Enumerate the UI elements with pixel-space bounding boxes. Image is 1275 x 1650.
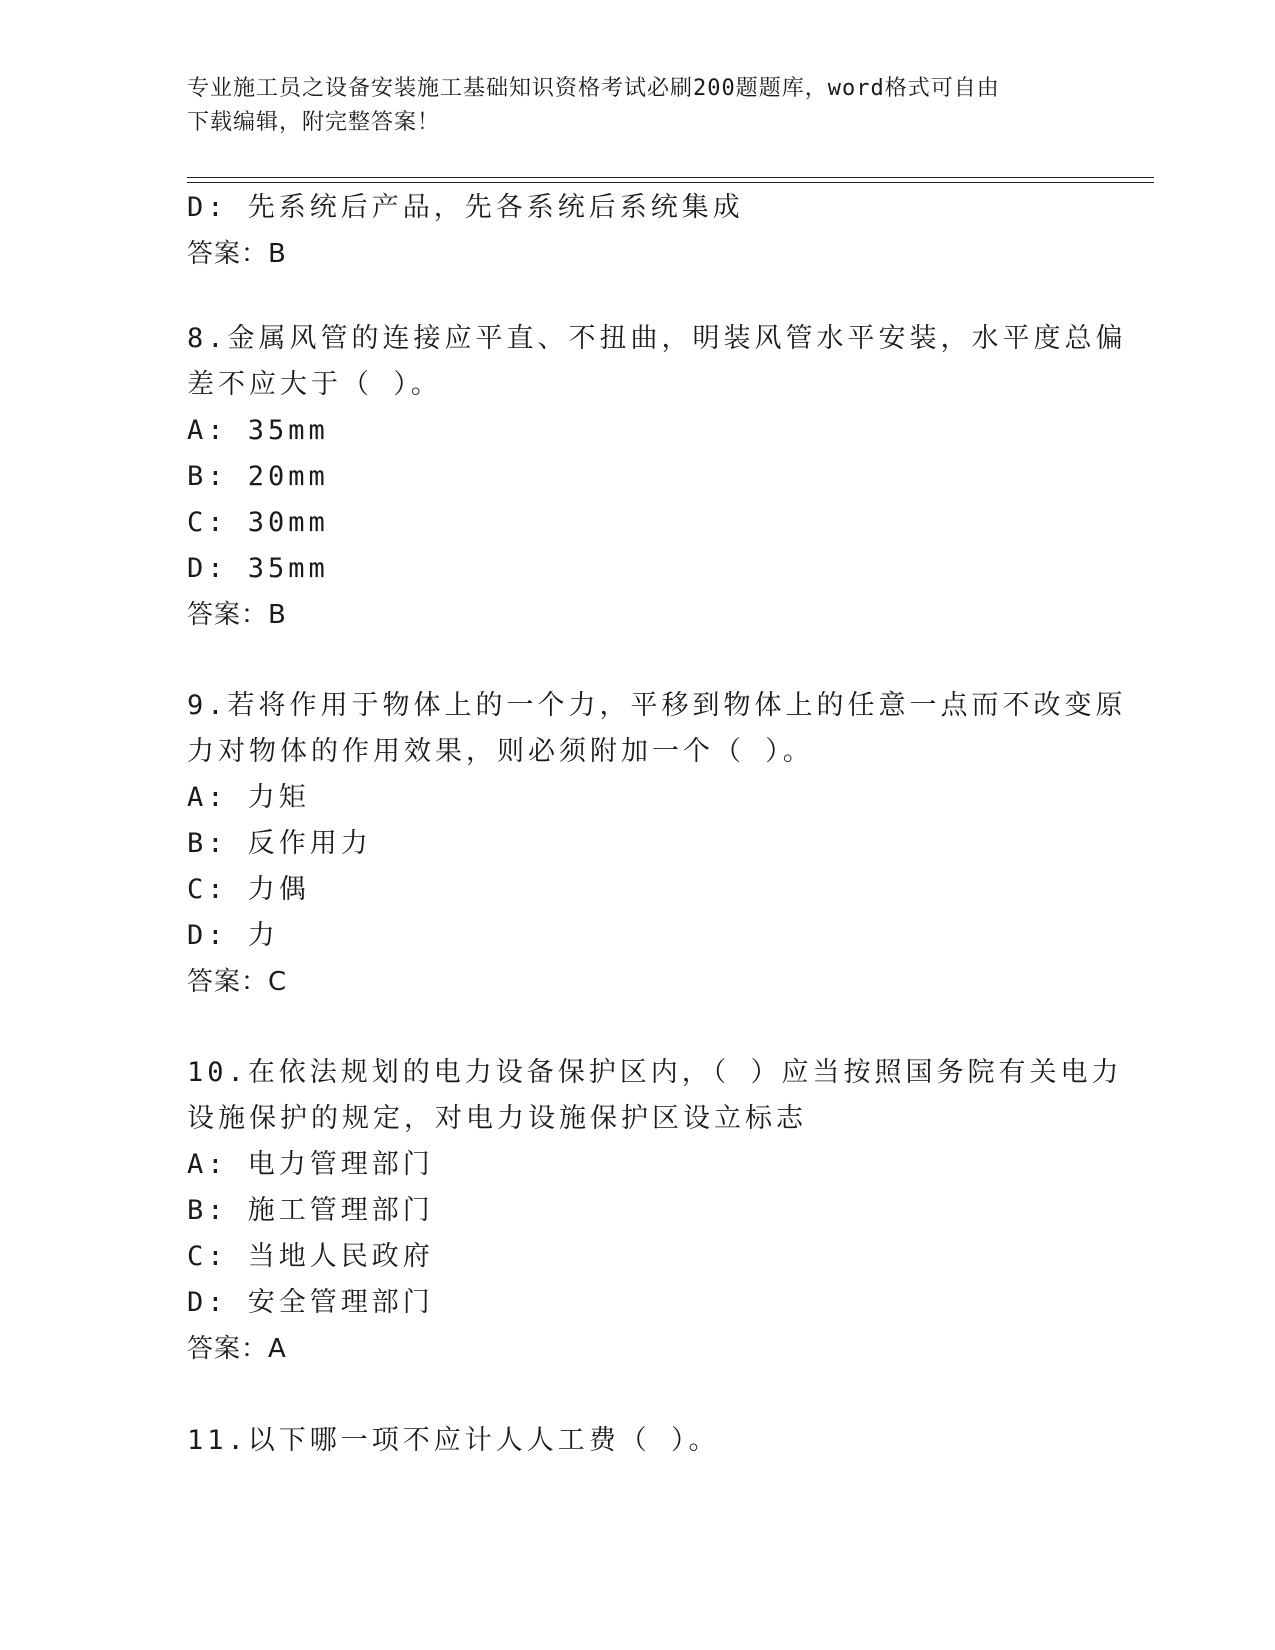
option-d: D: 35mm [187,553,329,584]
question-10 [187,1050,1123,1372]
question-7-tail [187,185,1067,277]
option-b: B: 反作用力 [187,828,372,859]
header-line-1: 专业施工员之设备安装施工基础知识资格考试必刷200题题库，word格式可自由 [187,76,1000,101]
option-c: C: 30mm [187,507,329,538]
question-stem-line-1: 9.若将作用于物体上的一个力，平移到物体上的任意一点而不改变原 [187,690,1127,721]
option-b: B: 20mm [187,461,329,492]
option-d: D: 力 [187,920,279,951]
header-divider-top [187,177,1154,178]
document-header [187,72,1067,140]
option-a: A: 电力管理部门 [187,1149,434,1180]
question-stem-line-2: 力对物体的作用效果，则必须附加一个（ ）。 [187,736,814,767]
option-b: B: 施工管理部门 [187,1195,434,1226]
question-9 [187,683,1127,1005]
answer: 答案：A [187,1334,287,1364]
question-stem-line-1: 8.金属风管的连接应平直、不扭曲，明装风管水平安装，水平度总偏 [187,323,1127,354]
option-a: A: 35mm [187,415,329,446]
option-c: C: 力偶 [187,874,310,905]
answer: 答案：C [187,967,288,997]
question-stem-line-1: 10.在依法规划的电力设备保护区内，（ ）应当按照国务院有关电力 [187,1057,1123,1088]
header-line-2: 下载编辑，附完整答案！ [187,110,441,135]
question-stem-line-2: 设施保护的规定，对电力设施保护区设立标志 [187,1103,807,1134]
option-c: C: 当地人民政府 [187,1241,434,1272]
option-a: A: 力矩 [187,782,310,813]
question-stem-line-2: 差不应大于（ ）。 [187,369,442,400]
question-stem-line-1: 11.以下哪一项不应计人人工费（ ）。 [187,1425,720,1456]
answer: 答案：B [187,239,287,269]
option-d: D: 安全管理部门 [187,1287,434,1318]
header-divider-bottom [187,182,1154,183]
question-11 [187,1418,1067,1464]
question-8 [187,316,1127,638]
option-d: D: 先系统后产品，先各系统后系统集成 [187,192,744,223]
answer: 答案：B [187,600,287,630]
